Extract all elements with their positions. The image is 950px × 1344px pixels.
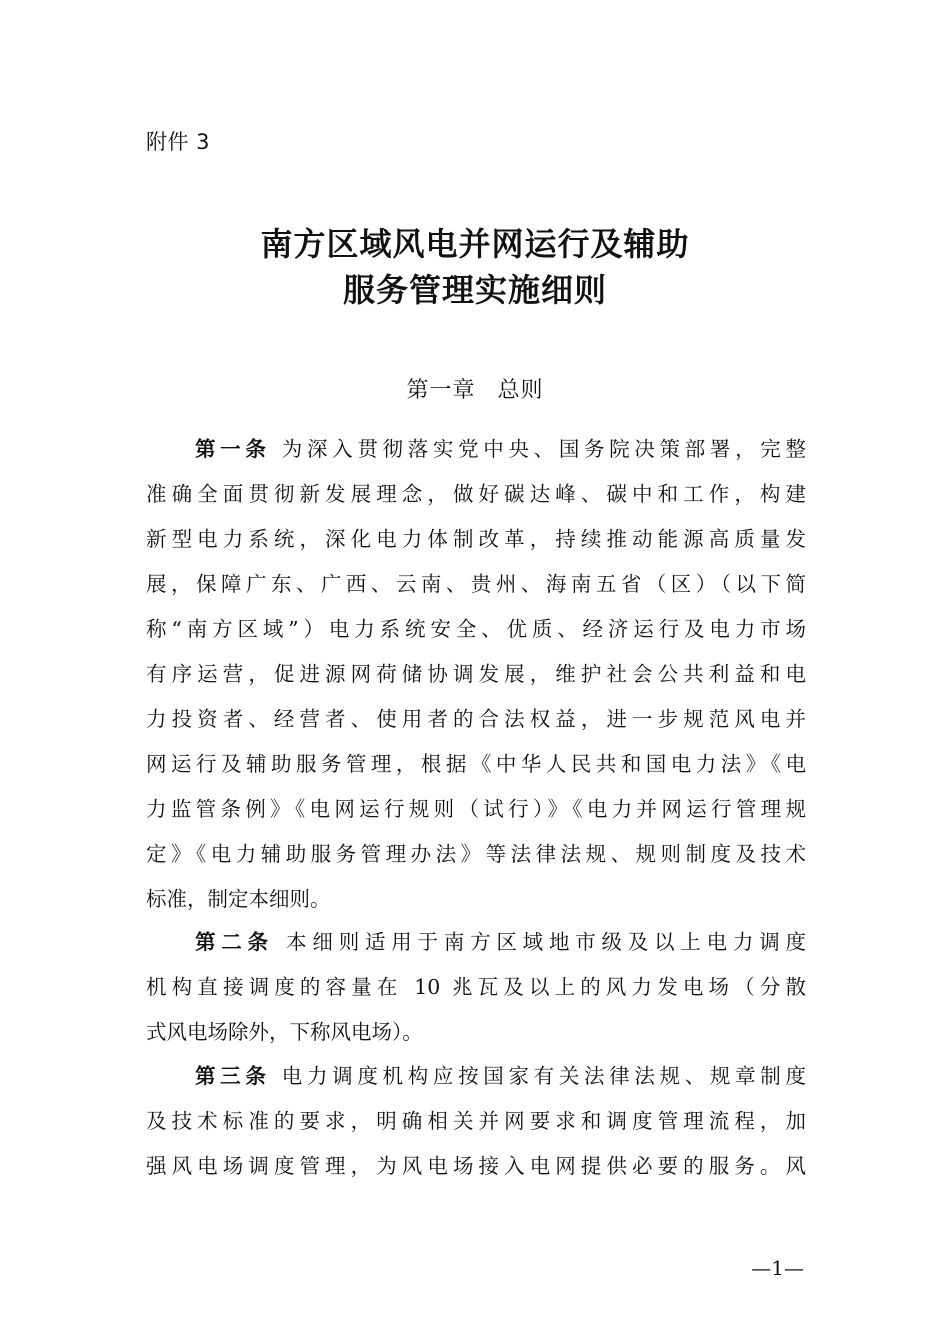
document-title-line-1: 南方区域风电并网运行及辅助 — [260, 225, 690, 263]
article-line: 机构直接调度的容量在 10 兆瓦及以上的风力发电场（分散 — [146, 975, 806, 999]
article-line — [195, 919, 806, 965]
article-text: 为深入贯彻落实党中央、国务院决策部署，完整 — [281, 437, 806, 461]
article-line: 及技术标准的要求，明确相关并网要求和调度管理流程，加 — [146, 1109, 806, 1133]
article-line: 网运行及辅助服务管理，根据《中华人民共和国电力法》《电 — [146, 752, 806, 776]
article-label: 第一条 — [195, 437, 271, 461]
article-line: 强风电场调度管理，为风电场接入电网提供必要的服务。风 — [146, 1154, 806, 1178]
chapter-name: 总则 — [497, 378, 544, 403]
article-line: 力投资者、经营者、使用者的合法权益，进一步规范风电并 — [146, 707, 806, 731]
chapter-heading — [0, 375, 950, 407]
article-line: 式风电场除外，下称风电场）。 — [146, 1020, 423, 1044]
page-number: —1— — [751, 1256, 804, 1280]
article-label: 第三条 — [195, 1064, 271, 1088]
article-line: 定》《电力辅助服务管理办法》等法律法规、规则制度及技术 — [146, 842, 806, 866]
article-label: 第二条 — [195, 930, 274, 954]
article-line: 标准，制定本细则。 — [146, 887, 331, 911]
article-text: 本细则适用于南方区域地市级及以上电力调度 — [286, 930, 806, 954]
article-line: 力监管条例》《电网运行规则（试行）》《电力并网运行管理规 — [146, 797, 806, 821]
article-text: 电力调度机构应按国家有关法律法规、规章制度 — [281, 1064, 806, 1088]
article-line: 展，保障广东、广西、云南、贵州、海南五省（区）（以下简 — [146, 572, 806, 596]
article-line: 有序运营，促进源网荷储协调发展，维护社会公共利益和电 — [146, 662, 806, 686]
article-line — [195, 426, 806, 472]
chapter-number: 第一章 — [406, 378, 476, 403]
attachment-label: 附件 3 — [146, 130, 211, 154]
article-line — [195, 1053, 806, 1099]
document-title-line-2: 服务管理实施细则 — [342, 271, 607, 309]
article-line: 准确全面贯彻新发展理念，做好碳达峰、碳中和工作，构建 — [146, 482, 806, 506]
article-line: 新型电力系统，深化电力体制改革，持续推动能源高质量发 — [146, 527, 806, 551]
article-line: 称“南方区域”）电力系统安全、优质、经济运行及电力市场 — [146, 617, 806, 641]
